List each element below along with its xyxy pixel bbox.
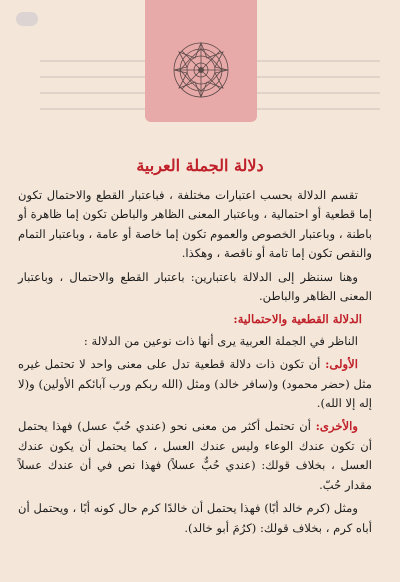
paragraph-approach: وهنا سننظر إلى الدلالة باعتبارين: باعتبار القطع والاحتمال ، وباعتبار المعنى الظاهر والباطن. bbox=[18, 269, 372, 304]
section-title: دلالة الجملة العربية bbox=[136, 156, 264, 175]
paragraph-types: الناظر في الجملة العربية يرى أنها ذات نوعين من الدلالة : bbox=[83, 333, 358, 348]
subsection-heading: الدلالة القطعية والاحتمالية: bbox=[233, 312, 362, 327]
chapter-banner bbox=[145, 0, 257, 122]
paragraph-first bbox=[18, 355, 372, 413]
paragraph-intro: تقسم الدلالة بحسب اعتبارات مختلفة ، فباعتبار القطع والاحتمال تكون إما قطعية أو احتمالية ، وباعتبار المعنى الظاهر والباطن تكون إما ظاهرة أو باطنة ، وباعتبار الخصوص والعموم تكون إما خاصة أو عامة ، وباعتبار التمام والنقص تكون إما تامة أو ناقصة ، وهكذا. bbox=[18, 188, 372, 261]
paragraph-second bbox=[18, 417, 372, 495]
rosette-ornament-icon bbox=[171, 40, 231, 100]
body-text bbox=[18, 186, 372, 542]
second-label: والأخرى: bbox=[315, 419, 358, 434]
paragraph-example: ومثل (كرم خالد أبًا) فهذا يحتمل أن خالدًا كرم حال كونه أبًا ، ويحتمل أن أباه كرم ، بخلاف قولك: (كرُمَ أبو خالد). bbox=[18, 501, 372, 535]
page-number-badge bbox=[16, 12, 38, 26]
first-label: الأولى: bbox=[325, 357, 358, 372]
first-text: أن تكون ذات دلالة قطعية تدل على معنى واحد لا تحتمل غيره مثل (حضر محمود) و(سافر خالد) ومثل (الله ربكم ورب آبائكم الأولين) و(لا إله إلا الله). bbox=[18, 357, 372, 411]
second-text: أن تحتمل أكثر من معنى نحو (عندي حُبّ عسل) فهذا يحتمل أن تكون عندك الوعاء وليس عندك العسل ، كما يحتمل أن يكون عندك العسل ، بخلاف قولك: (عندي حُبٌّ عسلاً) فهذا نص في أن عندك عسلاً مقدار حُبّ. bbox=[18, 419, 372, 492]
